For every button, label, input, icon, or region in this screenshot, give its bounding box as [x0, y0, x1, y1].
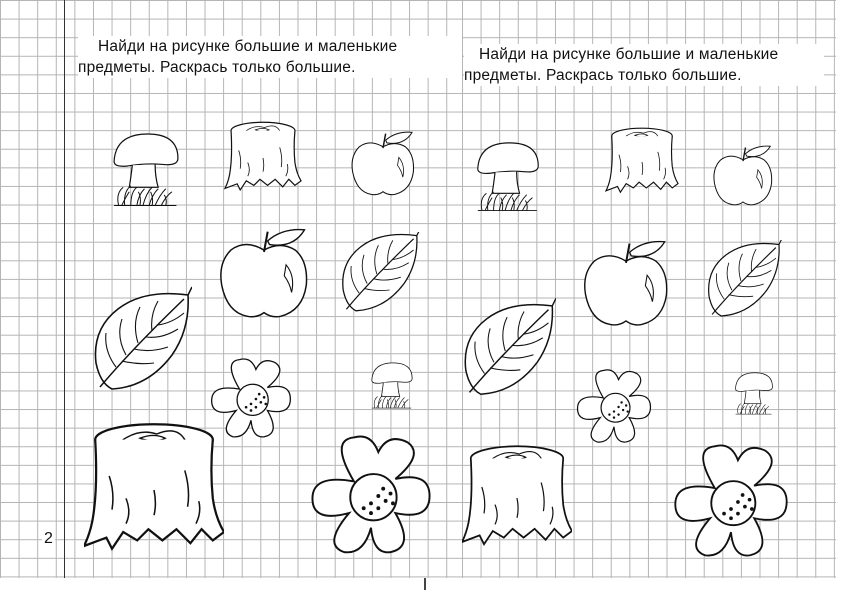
apple-picture: [350, 128, 416, 200]
mushroom-picture-small: [732, 368, 776, 418]
flower-icon: [310, 434, 432, 558]
page-number: 2: [44, 530, 53, 547]
mushroom-picture: [472, 134, 544, 218]
instruction-line-2: предметы. Раскрась только большие.: [464, 67, 742, 84]
instruction-text: [78, 36, 462, 78]
stump-icon: [214, 120, 312, 196]
apple-icon: [712, 142, 774, 210]
apple-picture-big: [582, 234, 670, 334]
apple-icon: [218, 222, 310, 326]
flower-picture-big: [672, 444, 790, 560]
leaf-icon: [706, 240, 782, 322]
apple-icon: [582, 234, 670, 334]
instruction-text-copy: [464, 44, 824, 86]
stump-picture-big: [462, 432, 572, 564]
apple-picture-big: [218, 222, 310, 326]
stump-picture: [214, 120, 312, 196]
mushroom-icon: [108, 126, 184, 212]
leaf-icon: [92, 282, 192, 404]
mushroom-icon: [732, 368, 776, 418]
leaf-picture-big: [462, 292, 556, 410]
flower-picture-big: [310, 434, 432, 558]
flower-picture: [576, 368, 652, 446]
apple-picture: [712, 142, 774, 210]
leaf-picture: [706, 240, 782, 322]
flower-icon: [672, 444, 790, 560]
mushroom-icon: [472, 134, 544, 218]
stump-picture-big: [84, 420, 224, 560]
instruction-line-1: Найди на рисунке большие и маленькие: [98, 38, 398, 55]
mushroom-picture-small: [368, 360, 416, 410]
leaf-icon: [462, 292, 556, 410]
stump-icon: [84, 420, 224, 560]
apple-icon: [350, 128, 416, 200]
margin-line: [64, 0, 65, 578]
stump-picture: [596, 126, 688, 198]
mushroom-icon: [368, 360, 416, 410]
instruction-line-2: предметы. Раскрась только большие.: [78, 59, 356, 76]
stump-icon: [462, 432, 572, 564]
flower-icon: [576, 368, 652, 446]
leaf-picture-big: [92, 282, 192, 404]
stump-icon: [596, 126, 688, 198]
leaf-icon: [340, 232, 420, 316]
mushroom-picture: [108, 126, 184, 212]
binding-mark: [424, 578, 426, 590]
instruction-line-1: Найди на рисунке большие и маленькие: [479, 46, 779, 63]
leaf-picture: [340, 232, 420, 316]
